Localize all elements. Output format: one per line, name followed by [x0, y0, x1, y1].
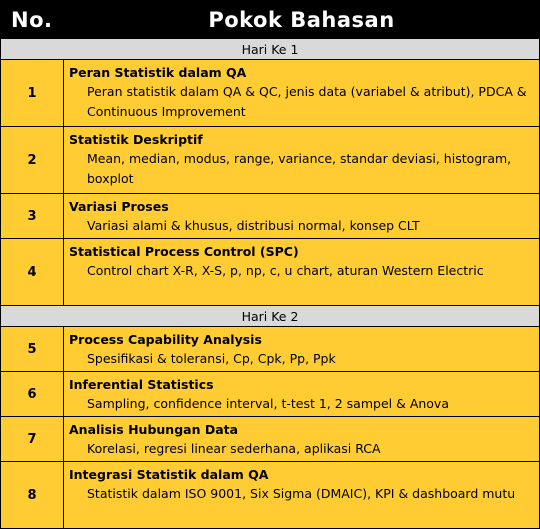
- topic-row: [1, 194, 540, 239]
- topic-title: Statistik Deskriptif: [69, 132, 203, 147]
- topic-number: 2: [1, 127, 64, 194]
- topic-description: Peran statistik dalam QA & QC, jenis data (variabel & atribut), PDCA & Continuous Improvement: [87, 84, 527, 119]
- topic-description: Korelasi, regresi linear sederhana, aplikasi RCA: [87, 441, 381, 456]
- header-topic: Pokok Bahasan: [64, 1, 540, 39]
- topic-number: 1: [1, 60, 64, 127]
- topic-title: Process Capability Analysis: [69, 332, 262, 347]
- topic-row: [1, 327, 540, 372]
- topic-number: 5: [1, 327, 64, 372]
- header-row: [1, 1, 540, 39]
- topic-number: 3: [1, 194, 64, 239]
- topic-title: Integrasi Statistik dalam QA: [69, 467, 269, 482]
- day-row: [1, 39, 540, 60]
- topic-description: Mean, median, modus, range, variance, standar deviasi, histogram, boxplot: [87, 151, 512, 186]
- topic-title: Analisis Hubungan Data: [69, 422, 239, 437]
- topic-description: Spesifikasi & toleransi, Cp, Cpk, Pp, Ppk: [87, 351, 336, 366]
- topic-title: Peran Statistik dalam QA: [69, 65, 247, 80]
- topic-number: 7: [1, 417, 64, 462]
- topic-row: [1, 60, 540, 127]
- header-no: No.: [1, 1, 64, 39]
- topic-number: 4: [1, 239, 64, 306]
- topic-row: [1, 417, 540, 462]
- topic-description: Control chart X-R, X-S, p, np, c, u chart, aturan Western Electric: [87, 263, 484, 278]
- topic-row: [1, 127, 540, 194]
- topic-title: Variasi Proses: [69, 199, 169, 214]
- day-label: Hari Ke 1: [1, 39, 540, 60]
- topic-title: Inferential Statistics: [69, 377, 214, 392]
- topic-title: Statistical Process Control (SPC): [69, 244, 299, 259]
- topic-description: Statistik dalam ISO 9001, Six Sigma (DMAIC), KPI & dashboard mutu: [87, 486, 516, 501]
- topic-description: Variasi alami & khusus, distribusi normal, konsep CLT: [87, 218, 420, 233]
- topic-description: Sampling, confidence interval, t-test 1, 2 sampel & Anova: [87, 396, 449, 411]
- day-row: [1, 306, 540, 327]
- topic-row: [1, 372, 540, 417]
- day-label: Hari Ke 2: [1, 306, 540, 327]
- topic-number: 8: [1, 462, 64, 529]
- topic-row: [1, 462, 540, 529]
- topic-number: 6: [1, 372, 64, 417]
- topic-row: [1, 239, 540, 306]
